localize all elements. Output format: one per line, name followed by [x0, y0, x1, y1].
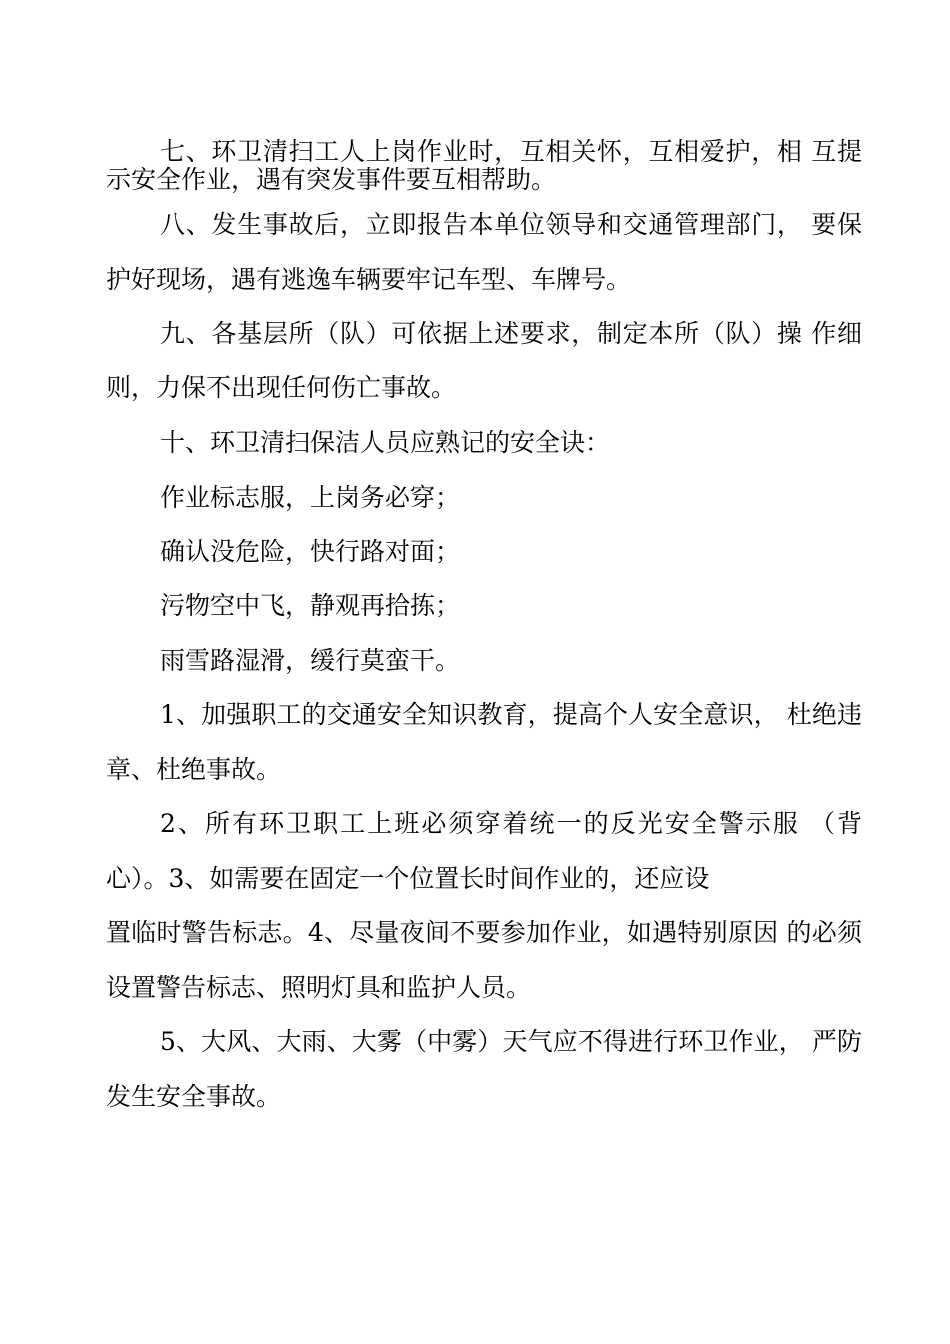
text-line: 示安全作业，遇有突发事件要互相帮助。 — [106, 165, 557, 194]
text-line: 5、大风、大雨、大雾（中雾）天气应不得进行环卫作业， 严防 — [160, 1027, 862, 1056]
text-line: 2、所有环卫职工上班必须穿着统一的反光安全警示服 （背 — [160, 809, 862, 838]
text-line: 七、环卫清扫工人上岗作业时，互相关怀，互相爱护，相 互提 — [160, 137, 862, 166]
text-line: 确认没危险，快行路对面； — [160, 537, 461, 566]
text-line: 八、发生事故后，立即报告本单位领导和交通管理部门， 要保 — [160, 210, 862, 239]
text-line: 作业标志服，上岗务必穿； — [160, 483, 461, 512]
text-line: 雨雪路湿滑，缓行莫蛮干。 — [160, 646, 461, 675]
text-line: 护好现场，遇有逃逸车辆要牢记车型、车牌号。 — [106, 265, 632, 294]
text-line: 污物空中飞，静观再拾拣； — [160, 591, 461, 620]
text-line: 心）。3、如需要在固定一个位置长时间作业的，还应设 — [106, 864, 710, 893]
text-line: 设置警告标志、照明灯具和监护人员。 — [106, 973, 532, 1002]
text-line: 则，力保不出现任何伤亡事故。 — [106, 373, 457, 402]
text-line: 十、环卫清扫保洁人员应熟记的安全诀： — [160, 428, 611, 457]
text-line: 发生安全事故。 — [106, 1082, 282, 1111]
text-line: 1、加强职工的交通安全知识教育，提高个人安全意识， 杜绝违 — [160, 700, 862, 729]
text-line: 章、杜绝事故。 — [106, 755, 282, 784]
text-line: 九、各基层所（队）可依据上述要求，制定本所（队）操 作细 — [160, 319, 862, 348]
text-line: 置临时警告标志。4、尽量夜间不要参加作业，如遇特别原因 的必须 — [106, 918, 862, 947]
